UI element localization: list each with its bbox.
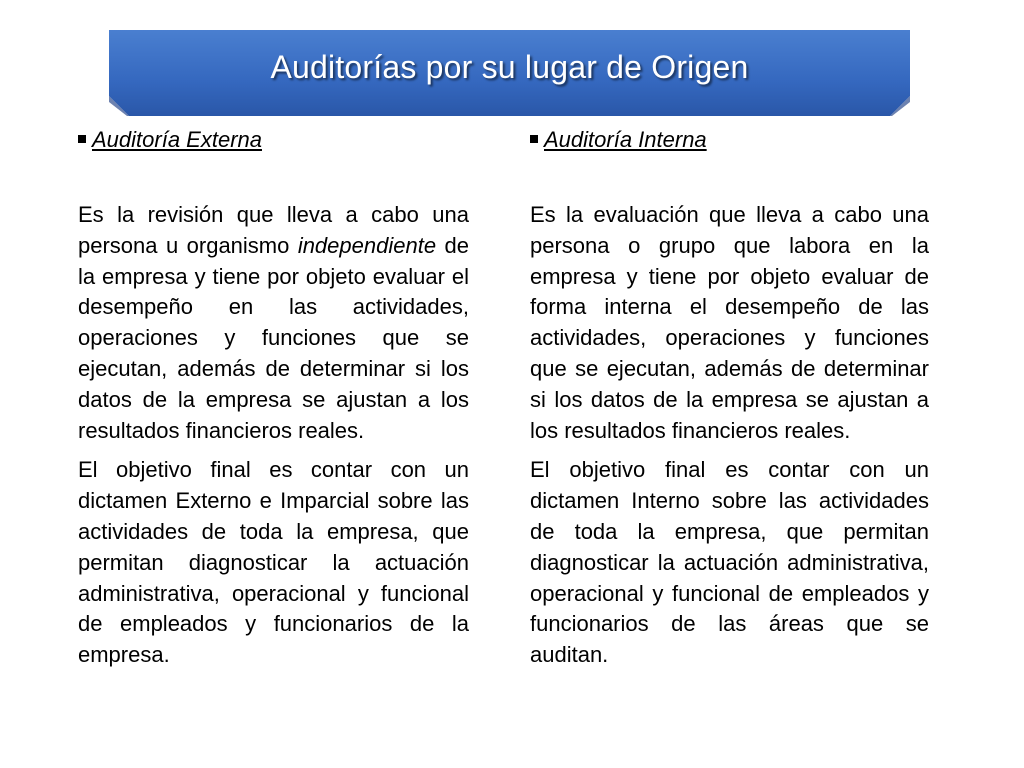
page-title: Auditorías por su lugar de Origen bbox=[270, 49, 749, 85]
internal-objective-paragraph: El objetivo final es contar con un dictamen Interno sobre las actividades de toda la empresa, que permitan diagnosticar la actuación administrativa, operacional y funcional de empleados y funcionarios de las áreas que se auditan. bbox=[530, 457, 929, 668]
external-definition-paragraph bbox=[78, 200, 469, 446]
heading-external-audit bbox=[78, 126, 469, 154]
heading-label: Auditoría Interna bbox=[544, 127, 707, 152]
square-bullet-icon bbox=[78, 135, 86, 143]
column-external-audit bbox=[78, 126, 469, 671]
internal-definition-paragraph: Es la evaluación que lleva a cabo una persona o grupo que labora en la empresa y tiene por objeto evaluar de forma interna el desempeño de las actividades, operaciones y funciones que se ejecutan, además de determinar si los datos de la empresa se ajustan a los resultados financieros reales. bbox=[530, 202, 929, 443]
square-bullet-icon bbox=[530, 135, 538, 143]
paragraph-text: Es la revisión que lleva a cabo una persona u organismo bbox=[78, 202, 469, 258]
heading-internal-audit bbox=[530, 126, 929, 154]
title-banner bbox=[109, 30, 910, 116]
external-objective-paragraph: El objetivo final es contar con un dictamen Externo e Imparcial sobre las actividades de toda la empresa, que permitan diagnosticar la actuación administrativa, operacional y funcional de empleados y funcionarios de la empresa. bbox=[78, 457, 469, 668]
emphasized-word: independiente bbox=[297, 232, 437, 258]
heading-label: Auditoría Externa bbox=[92, 127, 262, 152]
column-internal-audit bbox=[530, 126, 929, 671]
paragraph-text: de la empresa y tiene por objeto evaluar el desempeño en las actividades, operaciones y funciones que se ejecutan, además de determinar si los datos de la empresa se ajustan a los resultados financieros reales. bbox=[78, 232, 469, 443]
